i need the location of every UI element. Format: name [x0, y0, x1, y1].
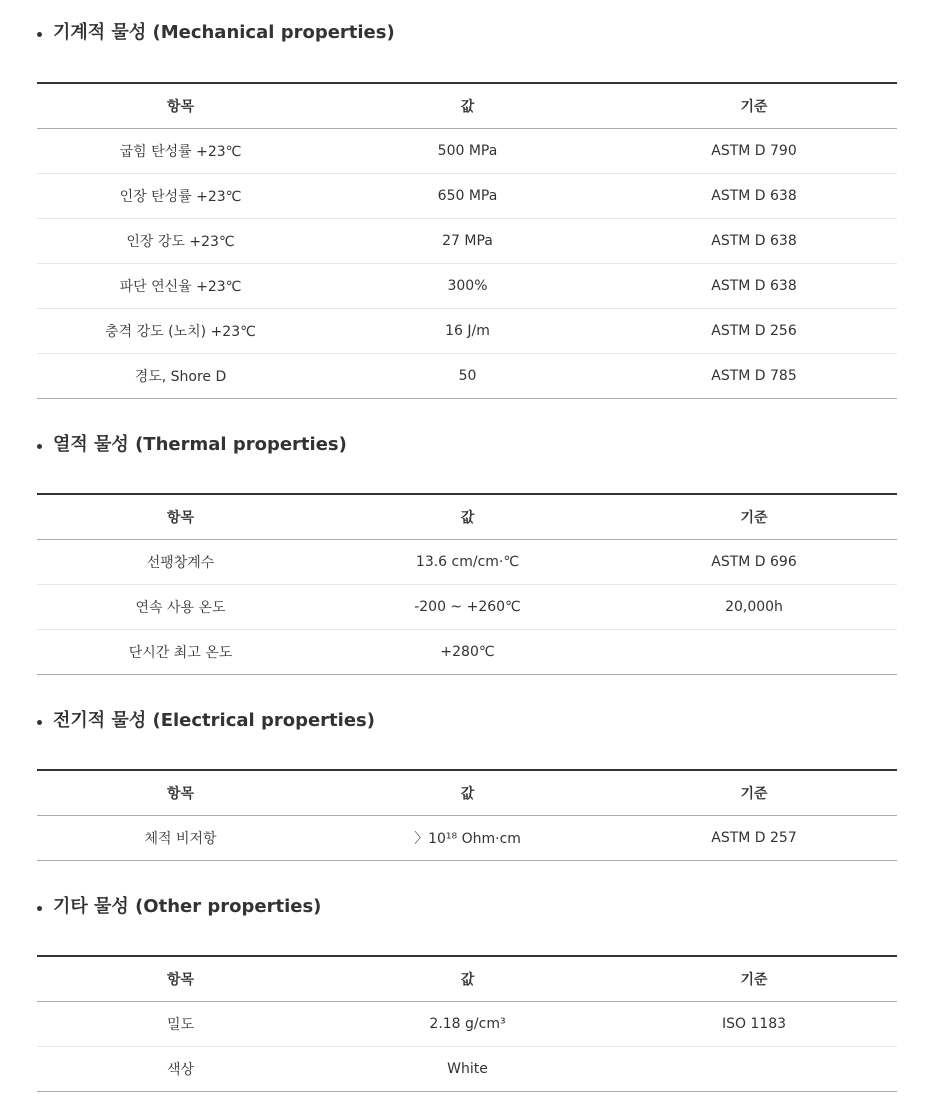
column-header-item: 항목 — [37, 83, 324, 129]
cell-value: 50 — [458, 368, 477, 384]
bullet-icon — [37, 906, 42, 911]
table-header-row — [37, 956, 897, 1002]
bullet-icon — [37, 720, 42, 725]
table-row — [37, 1047, 897, 1092]
column-header-standard: 기준 — [611, 770, 897, 816]
column-header-standard: 기준 — [611, 83, 897, 129]
bullet-icon — [37, 444, 42, 449]
cell-standard: ASTM D 785 — [711, 368, 797, 384]
cell-value: White — [447, 1061, 488, 1077]
other-properties-table — [37, 955, 897, 1092]
cell-value: 500 MPa — [324, 129, 611, 174]
table-row — [37, 309, 897, 354]
cell-item: 색상 — [166, 1062, 195, 1078]
section-title: 열적 물성 (Thermal properties) — [53, 434, 347, 455]
cell-standard: 20,000h — [611, 585, 897, 630]
cell-value: 16 J/m — [324, 309, 611, 354]
cell-item: 체적 비저항 — [144, 831, 217, 847]
cell-standard: ASTM D 638 — [611, 174, 897, 219]
column-header-item: 항목 — [37, 770, 324, 816]
column-header-item: 항목 — [37, 494, 324, 540]
cell-standard — [611, 630, 897, 675]
section-title: 기계적 물성 (Mechanical properties) — [53, 22, 395, 43]
column-header-standard: 기준 — [611, 956, 897, 1002]
cell-value: 13.6 cm/cm·℃ — [324, 540, 611, 585]
section-title: 전기적 물성 (Electrical properties) — [53, 710, 375, 731]
cell-standard: ASTM D 790 — [611, 129, 897, 174]
electrical-properties-table — [37, 769, 897, 861]
cell-value: 300% — [324, 264, 611, 309]
table-row — [37, 219, 897, 264]
cell-item: 선팽창계수 — [37, 540, 324, 585]
cell-value: +280℃ — [440, 644, 495, 660]
table-header-row — [37, 770, 897, 816]
cell-value: 650 MPa — [324, 174, 611, 219]
table-row — [37, 585, 897, 630]
column-header-value: 값 — [324, 494, 611, 540]
cell-value: -200 ~ +260℃ — [324, 585, 611, 630]
table-row — [37, 354, 897, 399]
cell-item: 충격 강도 (노치) +23℃ — [37, 309, 324, 354]
table-row — [37, 540, 897, 585]
cell-standard: ASTM D 696 — [611, 540, 897, 585]
column-header-standard: 기준 — [611, 494, 897, 540]
cell-item: 연속 사용 온도 — [37, 585, 324, 630]
cell-item: 경도, Shore D — [134, 369, 227, 385]
cell-standard: ASTM D 638 — [611, 219, 897, 264]
column-header-value: 값 — [324, 83, 611, 129]
table-row — [37, 816, 897, 861]
column-header-value: 값 — [324, 956, 611, 1002]
cell-standard: ASTM D 257 — [711, 830, 797, 846]
bullet-icon — [37, 32, 42, 37]
column-header-item: 항목 — [37, 956, 324, 1002]
table-header-row — [37, 83, 897, 129]
cell-item: 밀도 — [37, 1002, 324, 1047]
cell-standard: ISO 1183 — [611, 1002, 897, 1047]
thermal-properties-table — [37, 493, 897, 675]
cell-item: 굽힘 탄성률 +23℃ — [37, 129, 324, 174]
cell-value: 27 MPa — [324, 219, 611, 264]
table-row — [37, 1002, 897, 1047]
cell-value: 2.18 g/cm³ — [324, 1002, 611, 1047]
table-row — [37, 174, 897, 219]
cell-standard: ASTM D 256 — [611, 309, 897, 354]
cell-item: 파단 연신율 +23℃ — [37, 264, 324, 309]
table-row — [37, 630, 897, 675]
table-row — [37, 264, 897, 309]
cell-value: 〉10¹⁸ Ohm·cm — [414, 831, 521, 847]
column-header-value: 값 — [324, 770, 611, 816]
cell-standard: ASTM D 638 — [611, 264, 897, 309]
cell-item: 단시간 최고 온도 — [128, 645, 233, 661]
section-title: 기타 물성 (Other properties) — [53, 896, 322, 917]
mechanical-properties-table — [37, 82, 897, 399]
cell-standard — [611, 1047, 897, 1092]
table-header-row — [37, 494, 897, 540]
table-row — [37, 129, 897, 174]
cell-item: 인장 탄성률 +23℃ — [37, 174, 324, 219]
cell-item: 인장 강도 +23℃ — [37, 219, 324, 264]
